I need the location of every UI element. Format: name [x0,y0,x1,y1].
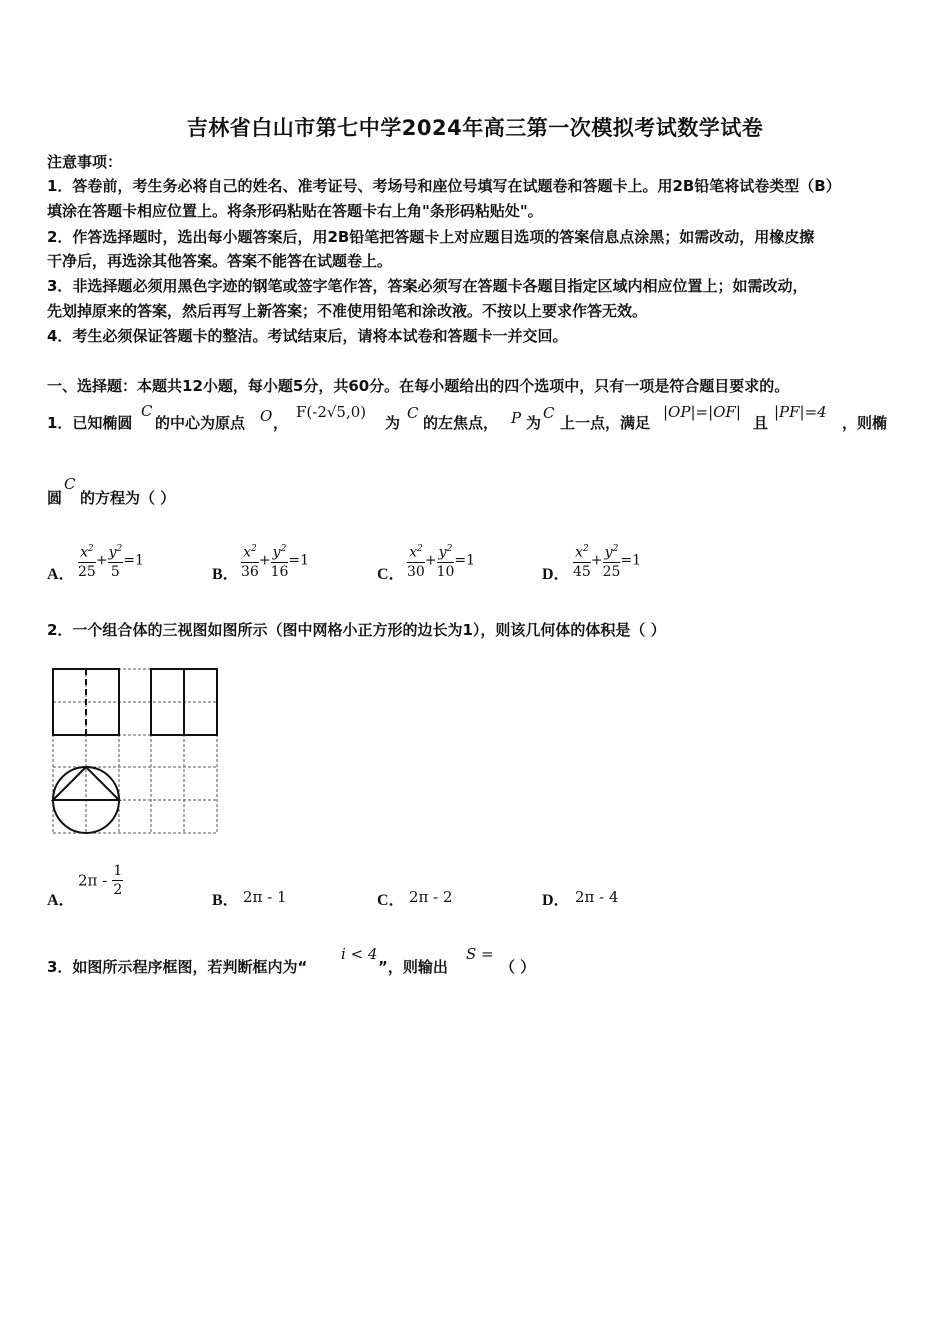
option-label: B． [212,566,239,583]
notice-line: 干净后，再选涂其他答案。答案不能答在试题卷上。 [47,252,393,270]
notice-line: 2．作答选择题时，选出每小题答案后，用2B铅笔把答题卡上对应题目选项的答案信息点涂黑；如需改动，用橡皮擦 [47,228,815,246]
q1-text: ， [273,414,289,432]
q1-math-P: P [511,409,522,427]
q1-math-cond1: |OP|=|OF| [663,403,741,421]
q3-text: 3．如图所示程序框图，若判断框内为“ [47,958,308,976]
q3-math-cond: i < 4 [341,945,378,963]
q1-math-C: C [141,402,153,420]
q3-math-S: S = [466,945,494,963]
page-title: 吉林省白山市第七中学2024年高三第一次模拟考试数学试卷 [186,116,764,140]
q1-text: 为 [526,414,542,432]
q1-text: 1．已知椭圆 [47,414,133,432]
option-label: D． [542,892,570,909]
section-heading: 一、选择题：本题共12小题，每小题5分，共60分。在每小题给出的四个选项中，只有一项是符合题目要求的。 [47,377,790,395]
notice-heading: 注意事项： [47,153,123,171]
option-label: A． [47,892,75,909]
q3-text: ”，则输出 [378,958,448,976]
option-label: C． [377,566,405,583]
q1-math-cond2: |PF|=4 [774,403,827,421]
three-view-figure [50,666,222,838]
notice-line: 1．答卷前，考生务必将自己的姓名、准考证号、考场号和座位号填写在试题卷和答题卡上。用2B铅笔将试卷类型（B） [47,177,841,195]
q3-text: （ ） [500,958,536,976]
q1-math-F: F(-2√5,0) [296,403,367,421]
notice-line: 填涂在答题卡相应位置上。将条形码粘贴在答题卡右上角"条形码粘贴处"。 [47,202,543,220]
option-label: D． [542,566,570,583]
option-value: 2π - 1 [243,888,287,906]
q1-math-C: C [543,404,555,422]
option-value: 2π - 4 [575,888,619,906]
notice-line: 先划掉原来的答案，然后再写上新答案；不准使用铅笔和涂改液。不按以上要求作答无效。 [47,302,648,320]
q1-text: 且 [753,414,769,432]
q1-text: 上一点，满足 [560,414,651,432]
option-label: C． [377,892,405,909]
q1-text: 为 [385,414,401,432]
q1-text: ，则椭 [842,414,888,432]
q1-math-C: C [64,475,76,493]
q1-text: 圆 [47,489,63,507]
option-label: A． [47,566,75,583]
notice-line: 4．考生必须保证答题卡的整洁。考试结束后，请将本试卷和答题卡一并交回。 [47,327,568,345]
option-value: 2π - 2 [409,888,453,906]
option-value: 2π - [78,871,108,890]
q1-math-C: C [407,404,419,422]
option-label: B． [212,892,239,909]
q1-text: 的左焦点， [423,414,499,432]
q1-text: 的方程为（ ） [80,489,176,507]
q1-text: 的中心为原点 [155,414,246,432]
q2-stem: 2．一个组合体的三视图如图所示（图中网格小正方形的边长为1），则该几何体的体积是（ ） [47,621,666,639]
notice-line: 3．非选择题必须用黑色字迹的钢笔或签字笔作答，答案必须写在答题卡各题目指定区域内相应位置上；如需改动， [47,277,808,295]
q1-math-O: O [260,407,273,425]
